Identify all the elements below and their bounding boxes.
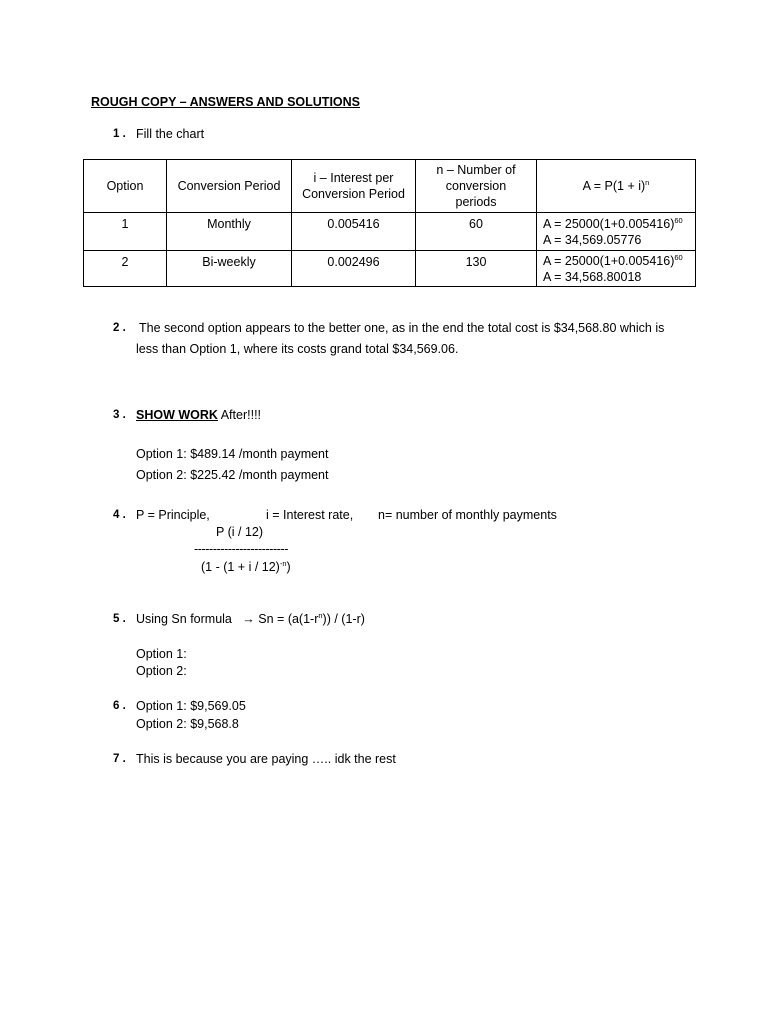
- q5-option2: Option 2:: [136, 664, 187, 678]
- q5-formula-start: Sn = (a(1-r: [258, 612, 319, 626]
- q4-denominator-expr: (1 - (1 + i / 12): [201, 560, 280, 574]
- q5-formula-exponent: n: [318, 610, 323, 620]
- q5-number: 5 .: [113, 613, 126, 625]
- q2-number: 2 .: [113, 322, 126, 334]
- q4-denominator: [201, 560, 291, 574]
- q6-number: 6 .: [113, 700, 126, 712]
- row1-interest: 0.005416: [292, 213, 416, 251]
- row1-n: 60: [416, 213, 537, 251]
- table-row: [84, 251, 696, 287]
- header-interest-line1: i – Interest per: [313, 171, 394, 185]
- header-n-line1: n – Number of: [436, 163, 516, 177]
- q7-number: 7 .: [113, 753, 126, 765]
- table-row: [84, 213, 696, 251]
- header-option: Option: [84, 160, 167, 213]
- q3-show-work: SHOW WORK: [136, 408, 218, 422]
- q5-option1: Option 1:: [136, 647, 187, 661]
- q6-option2: Option 2: $9,568.8: [136, 717, 239, 731]
- q4-interest-rate: i = Interest rate,: [266, 508, 354, 522]
- row1-formula: [537, 213, 696, 251]
- row2-formula-line1: [543, 253, 691, 269]
- q5-line: [136, 612, 365, 626]
- q3-option2: Option 2: $225.42 /month payment: [136, 468, 329, 482]
- row2-n: 130: [416, 251, 537, 287]
- q4-number: 4 .: [113, 509, 126, 521]
- header-formula: [537, 160, 696, 213]
- header-number-of-periods: [416, 160, 537, 213]
- row1-period: Monthly: [167, 213, 292, 251]
- q1-text: Fill the chart: [136, 127, 205, 141]
- row2-interest: 0.002496: [292, 251, 416, 287]
- row1-formula-exponent: 60: [674, 215, 683, 225]
- row1-option: 1: [84, 213, 167, 251]
- row2-formula-line2: A = 34,568.80018: [543, 269, 642, 284]
- q5-text: Using Sn formula: [136, 612, 232, 626]
- q2-line1: The second option appears to the better one, as in the end the total cost is $34,568.80 which is: [139, 321, 665, 335]
- header-formula-text: A = P(1 + i): [582, 179, 646, 193]
- row1-formula-line1: [543, 216, 691, 232]
- q3-option1: Option 1: $489.14 /month payment: [136, 447, 329, 461]
- header-n-line3: periods: [455, 195, 497, 209]
- page-heading: ROUGH COPY – ANSWERS AND SOLUTIONS: [91, 95, 361, 109]
- q5-arrow-icon: →: [242, 612, 255, 626]
- row1-formula-line2: A = 34,569.05776: [543, 232, 642, 247]
- q3-after: After!!!!: [217, 408, 262, 422]
- header-formula-exponent: n: [645, 177, 650, 187]
- q4-numerator: P (i / 12): [216, 525, 264, 539]
- row2-formula: [537, 251, 696, 287]
- header-conversion-period: Conversion Period: [167, 160, 292, 213]
- header-interest-line2: Conversion Period: [302, 187, 405, 201]
- row1-formula-expr: A = 25000(1+0.005416): [543, 216, 675, 231]
- q4-denominator-close: ): [286, 560, 291, 574]
- q1-number: 1 .: [113, 128, 126, 140]
- q7-text: This is because you are paying ….. idk the rest: [136, 752, 396, 766]
- q4-fraction-divider: -------------------------: [194, 542, 289, 556]
- row2-period: Bi-weekly: [167, 251, 292, 287]
- q6-option1: Option 1: $9,569.05: [136, 699, 246, 713]
- row2-formula-exponent: 60: [674, 252, 683, 262]
- q4-principle: P = Principle,: [136, 508, 210, 522]
- q5-formula-end: )) / (1-r): [322, 612, 365, 626]
- q3-heading: [136, 408, 261, 422]
- row2-formula-expr: A = 25000(1+0.005416): [543, 253, 675, 268]
- q3-number: 3 .: [113, 409, 126, 421]
- q4-number-of-payments: n= number of monthly payments: [378, 508, 557, 522]
- row2-option: 2: [84, 251, 167, 287]
- fill-chart-table: [83, 159, 696, 287]
- q4-denominator-exponent: -n: [279, 558, 287, 568]
- header-n-line2: conversion: [445, 179, 507, 193]
- header-interest: [292, 160, 416, 213]
- q2-line2: less than Option 1, where its costs grand total $34,569.06.: [136, 342, 459, 356]
- table-header-row: [84, 160, 696, 213]
